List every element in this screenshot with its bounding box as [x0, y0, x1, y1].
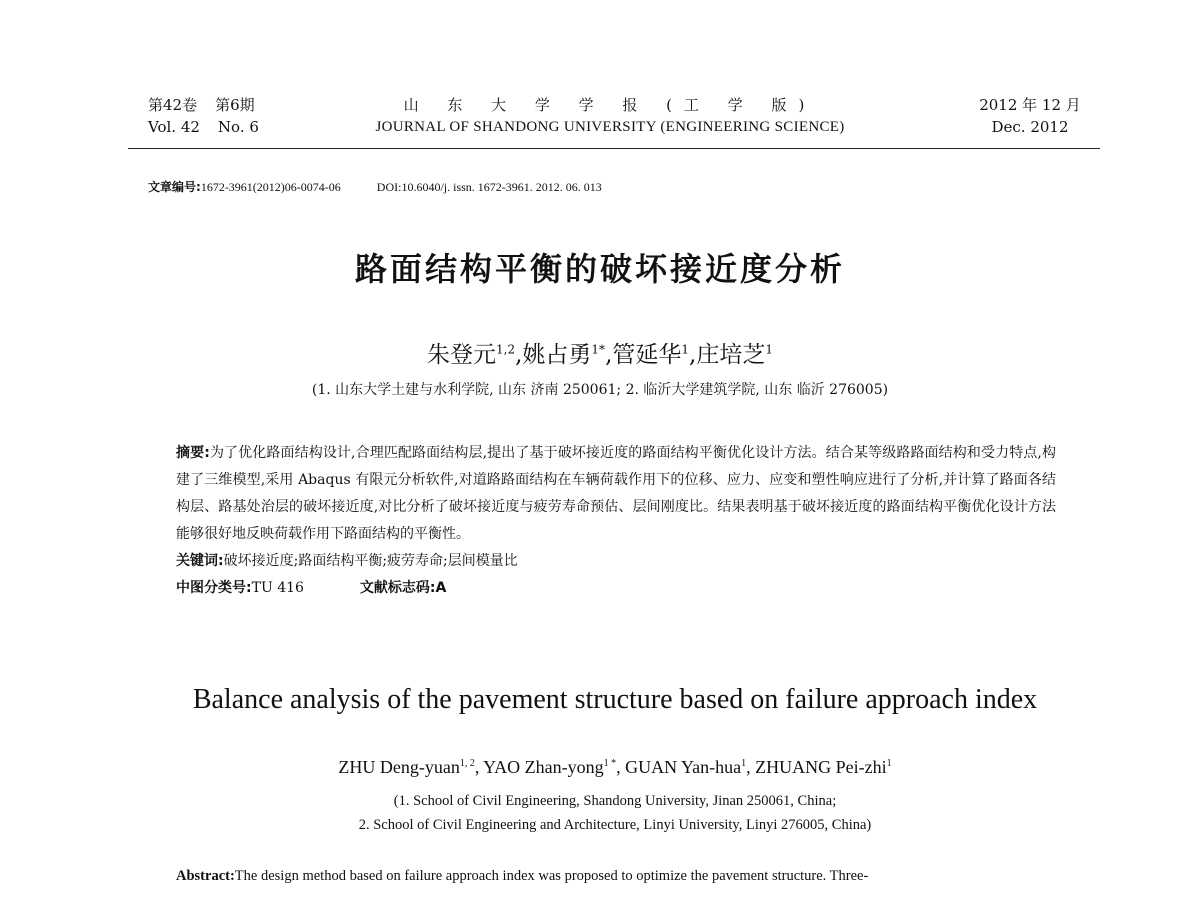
affiliation-en-line-2: 2. School of Civil Engineering and Architecture, Linyi University, Linyi 276005, China) [358, 817, 872, 833]
author-name: GUAN Yan-hua [625, 757, 742, 777]
author-affiliation-mark: 1 [741, 758, 747, 769]
article-no-label: 文章编号: [148, 180, 201, 194]
author-separator: , [474, 757, 484, 777]
author-separator: , [689, 342, 697, 368]
doc-code-label: 文献标志码: [359, 580, 436, 596]
doc-code-value: A [435, 580, 447, 596]
authors-en [0, 757, 1200, 778]
clc-value: TU 416 [251, 580, 304, 596]
abstract-en [176, 868, 1056, 885]
journal-name-en: JOURNAL OF SHANDONG UNIVERSITY (ENGINEERING SCIENCE) [375, 119, 845, 135]
article-meta [148, 178, 602, 195]
abstract-en-text: The design method based on failure approach index was proposed to optimize the pavement structure. Three- [234, 868, 869, 884]
author-name: YAO Zhan-yong [483, 757, 604, 777]
author-name: 朱登元 [427, 342, 497, 368]
affiliation-en-line-1: (1. School of Civil Engineering, Shandong University, Jinan 250061, China; [393, 793, 837, 809]
abstract-en-label: Abstract: [176, 868, 235, 884]
author-affiliation-mark: 1* [591, 342, 606, 357]
paper-title-en: Balance analysis of the pavement structure based on failure approach index [192, 684, 1038, 715]
article-no: 1672-3961(2012)06-0074-06 [200, 180, 341, 194]
author-name: 姚占勇 [522, 342, 592, 368]
keywords-cn-label: 关键词: [176, 553, 224, 569]
publication-date [960, 94, 1100, 138]
abstract-cn-text: 为了优化路面结构设计,合理匹配路面结构层,提出了基于破坏接近度的路面结构平衡优化设计方法。结合某等级路路面结构和受力特点,构建了三维模型,采用 Abaqus 有限元分析软件,对道路路面结构在车辆荷载作用下的位移、应力、应变和塑性响应进行了分析,并计算了路面各结构层、路基处治层的破坏接近度,对比分析了破坏接近度与疲劳寿命预估、层间刚度比。结果表明基于破坏接近度的路面结构平衡优化设计方法能够很好地反映荷载作用下路面结构的平衡性。 [176, 445, 1056, 542]
journal-name-cn: 山 东 大 学 学 报 (工 学 版) [403, 96, 817, 114]
keywords-cn-text: 破坏接近度;路面结构平衡;疲劳寿命;层间模量比 [223, 553, 518, 569]
clc-label: 中图分类号: [176, 580, 252, 596]
author-separator: , [746, 757, 756, 777]
issue-en: No. 6 [217, 118, 259, 136]
author-name: ZHUANG Pei-zhi [755, 757, 887, 777]
abstract-cn-label: 摘要: [176, 445, 210, 461]
authors-cn [0, 336, 1200, 369]
author-affiliation-mark: 1 [681, 342, 690, 357]
author-separator: , [515, 342, 523, 368]
issue-info [148, 94, 277, 138]
classification [176, 575, 1056, 602]
author-affiliation-mark: 1,2 [496, 342, 516, 357]
date-cn: 2012 年 12 月 [979, 96, 1081, 114]
issue-cn: 第6期 [215, 96, 255, 114]
author-name: ZHU Deng-yuan [338, 757, 460, 777]
date-en: Dec. 2012 [991, 118, 1069, 136]
affiliation-en [0, 789, 1200, 837]
author-name: 管延华 [612, 342, 682, 368]
author-affiliation-mark: 1, 2 [459, 758, 475, 769]
author-affiliation-mark: 1 [886, 758, 892, 769]
author-affiliation-mark: 1 [765, 342, 773, 357]
author-name: 庄培芝 [696, 342, 766, 368]
author-affiliation-mark: 1 * [603, 758, 617, 769]
volume-en: Vol. 42 [148, 118, 200, 136]
header-rule [128, 148, 1100, 149]
journal-name [330, 94, 890, 138]
abstract-cn [176, 440, 1056, 548]
paper-title-cn: 路面结构平衡的破坏接近度分析 [354, 250, 845, 288]
abstract-cn-block [176, 440, 1056, 602]
volume-cn: 第42卷 [148, 96, 198, 114]
doi: DOI:10.6040/j. issn. 1672-3961. 2012. 06. 013 [376, 180, 602, 194]
affiliation-cn: (1. 山东大学土建与水利学院, 山东 济南 250061; 2. 临沂大学建筑学院, 山东 临沂 276005) [311, 382, 889, 398]
author-separator: , [616, 757, 626, 777]
keywords-cn [176, 548, 1056, 575]
author-separator: , [605, 342, 613, 368]
